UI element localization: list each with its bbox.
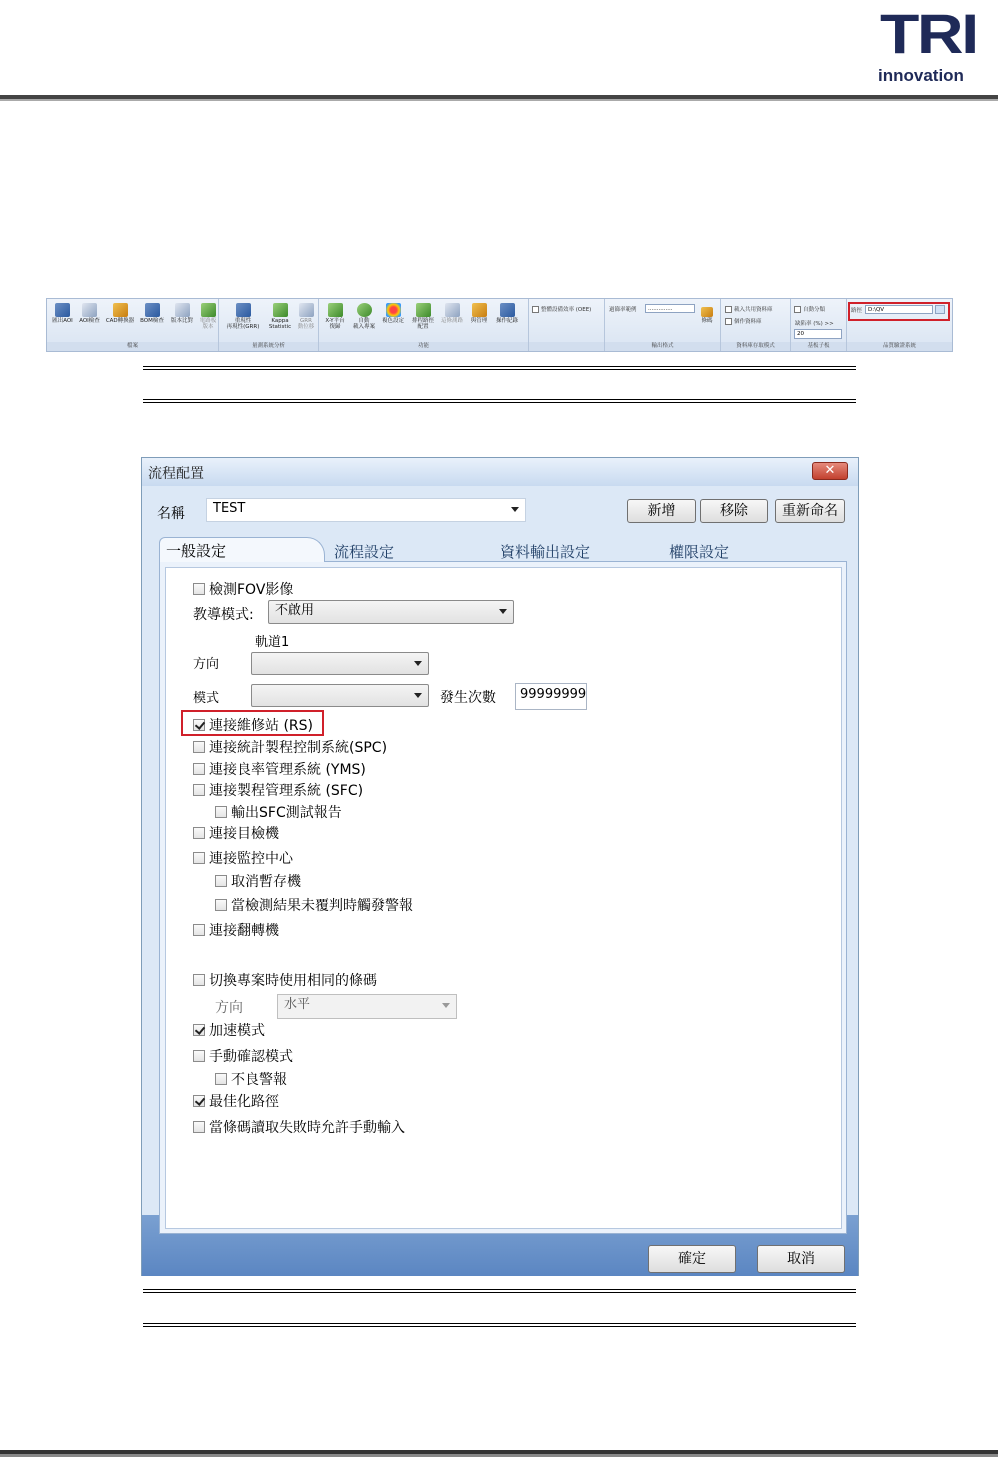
ribbon-group-db: [721, 299, 791, 351]
caption-rule: [143, 366, 856, 367]
bom-icon: [145, 303, 160, 317]
refresh-icon: [357, 303, 372, 317]
tab-permission[interactable]: 權限設定: [669, 543, 730, 561]
local-db-radio[interactable]: 個作資料庫: [725, 317, 762, 325]
operation-log-button[interactable]: 操作紀錄: [493, 303, 521, 324]
ribbon-group-output: [605, 299, 721, 351]
grr-shift-button[interactable]: GRR 動位移: [295, 303, 317, 330]
line-test-button[interactable]: 這條測路: [439, 303, 465, 324]
tri-logo: [876, 4, 994, 88]
manual-confirm-checkbox[interactable]: 手動確認模式: [193, 1046, 293, 1066]
auto-classify-checkbox[interactable]: 自動分類: [794, 305, 825, 313]
ribbon-group-oee: [529, 299, 605, 351]
direction-select[interactable]: [251, 652, 429, 675]
flipper-checkbox[interactable]: 連接翻轉機: [193, 920, 279, 940]
path-icon: [416, 303, 431, 317]
line-icon: [445, 303, 460, 317]
teach-mode-label: 教導模式:: [193, 607, 254, 623]
same-barcode-checkbox[interactable]: 切換專案時使用相同的條碼: [193, 970, 377, 990]
occurrence-label: 發生次數: [440, 690, 496, 706]
dialog-titlebar: [142, 458, 858, 486]
shared-db-radio[interactable]: 載入共用資料庫: [725, 305, 773, 313]
defect-rate-input[interactable]: 20: [794, 329, 842, 339]
optimize-path-checkbox[interactable]: 最佳化路徑: [193, 1091, 279, 1111]
check-icon: [82, 303, 97, 317]
version-compare-button[interactable]: 版本比對: [168, 303, 196, 324]
name-label: 名稱: [157, 506, 185, 522]
board-version-button[interactable]: 電路板 版本: [198, 303, 218, 330]
profile-name-combo[interactable]: TEST: [206, 498, 526, 522]
path-config-button[interactable]: 排程路徑 配置: [408, 303, 438, 330]
lane-label: 軌道1: [255, 635, 290, 650]
ribbon-group-files: [47, 299, 219, 351]
ok-button[interactable]: 確定: [648, 1245, 736, 1273]
spc-checkbox[interactable]: 連接統計製程控制系統(SPC): [193, 737, 387, 757]
fov-image-checkbox[interactable]: 檢測FOV影像: [193, 579, 293, 599]
rename-button[interactable]: 重新命名: [775, 499, 845, 523]
qv-path-label: 路徑: [851, 308, 863, 314]
chevron-down-icon: [414, 661, 422, 666]
chevron-down-icon: [442, 1003, 450, 1008]
ribbon-highlight-box: [848, 302, 950, 321]
caption-rule: [143, 402, 856, 403]
toolbar-ribbon: [46, 298, 953, 352]
caption-rule: [143, 1289, 856, 1290]
dialog-title: 流程配置: [148, 466, 204, 482]
ribbon-group-label: 資料庫存取模式: [721, 342, 790, 351]
header-rule-shadow: [0, 99, 998, 101]
auto-load-button[interactable]: 自動 載入專案: [350, 303, 378, 330]
xy-icon: [328, 303, 343, 317]
yield-sample-label: 過篩率範例: [609, 307, 637, 313]
teach-mode-select[interactable]: 不啟用: [268, 600, 514, 624]
ribbon-group-label: 基板子板: [791, 342, 846, 351]
cancel-buffer-checkbox[interactable]: 取消暫存機: [215, 871, 301, 891]
caption-rule: [143, 399, 856, 400]
color-setting-button[interactable]: 複色設定: [379, 303, 407, 324]
export-aoi-button[interactable]: 匯出AOI: [50, 303, 75, 324]
defect-alarm-checkbox[interactable]: 不良警報: [215, 1069, 287, 1089]
grr-icon: [299, 303, 314, 317]
grr-button[interactable]: 重現性 再現性(GRR): [221, 303, 265, 330]
color-wheel-icon: [386, 303, 401, 317]
qv-path-input[interactable]: D:\QV: [865, 305, 933, 314]
tab-data-output[interactable]: 資料輸出設定: [500, 543, 591, 561]
barcode-edit-button[interactable]: 條碼: [697, 307, 717, 324]
remove-button[interactable]: 移除: [700, 499, 768, 523]
tab-flow[interactable]: 流程設定: [334, 543, 395, 561]
mode-select[interactable]: [251, 684, 429, 707]
ribbon-group-msa: [219, 299, 319, 351]
sfc-checkbox[interactable]: 連接製程管理系統 (SFC): [193, 780, 363, 800]
aoi-check-button[interactable]: AOI檢查: [77, 303, 102, 324]
close-button[interactable]: ✕: [812, 462, 848, 480]
footer-rule-shadow: [0, 1454, 998, 1457]
caption-rule: [143, 369, 856, 370]
converter-icon: [113, 303, 128, 317]
occurrence-input[interactable]: 99999999: [515, 683, 587, 710]
barcode-direction-label: 方向: [215, 1000, 243, 1016]
unreviewed-alarm-checkbox[interactable]: 當檢測結果未覆判時觸發警報: [215, 895, 413, 915]
manual-barcode-input-checkbox[interactable]: 當條碼讀取失敗時允許手動輸入: [193, 1117, 405, 1137]
ribbon-group-label: 檔案: [47, 342, 218, 351]
cad-converter-button[interactable]: CAD轉換器: [104, 303, 136, 324]
kappa-button[interactable]: Kappa Statistic: [266, 303, 294, 330]
ribbon-group-functions: [319, 299, 529, 351]
visual-inspection-checkbox[interactable]: 連接目檢機: [193, 823, 279, 843]
stat-icon: [273, 303, 288, 317]
chart-icon: [236, 303, 251, 317]
yield-sample-select[interactable]: ..............: [645, 304, 695, 313]
ribbon-group-label: 輸出格式: [605, 342, 720, 351]
direction-label: 方向: [193, 657, 220, 672]
filter-icon: [472, 303, 487, 317]
logo-brand: TRI: [880, 2, 977, 65]
chevron-down-icon: [499, 609, 507, 614]
chevron-down-icon: [414, 693, 422, 698]
ribbon-group-label: 品質驗證系統: [847, 342, 952, 351]
caption-rule: [143, 1326, 856, 1327]
barcode-direction-select[interactable]: 水平: [277, 994, 457, 1019]
ribbon-group-label: 量測系統分析: [219, 342, 318, 351]
ribbon-group-label: 功能: [319, 342, 528, 351]
caption-rule: [143, 1292, 856, 1293]
yms-checkbox[interactable]: 連接良率管理系統 (YMS): [193, 759, 366, 779]
xy-reset-button[interactable]: X-Y平台 復歸: [321, 303, 349, 330]
edit-icon: [701, 307, 713, 317]
compare-icon: [175, 303, 190, 317]
defect-rate-label: 缺陷率 (%) >>: [795, 321, 834, 327]
sfc-report-checkbox[interactable]: 輸出SFC測試報告: [215, 802, 342, 822]
tab-general[interactable]: 一般設定: [159, 537, 325, 562]
oee-checkbox[interactable]: 整體設備效率 (OEE): [532, 305, 591, 313]
ribbon-group-subboard: [791, 299, 847, 351]
logo-tagline: innovation: [878, 66, 964, 85]
monitor-center-checkbox[interactable]: 連接監控中心: [193, 848, 293, 868]
manage-button[interactable]: 與管理: [466, 303, 492, 324]
cancel-button[interactable]: 取消: [757, 1245, 845, 1273]
accelerate-mode-checkbox[interactable]: 加速模式: [193, 1020, 265, 1040]
search-log-icon: [500, 303, 515, 317]
bom-check-button[interactable]: BOM檢查: [138, 303, 166, 324]
add-button[interactable]: 新增: [627, 499, 696, 523]
caption-rule: [143, 1323, 856, 1324]
mode-label: 模式: [193, 691, 220, 706]
export-icon: [55, 303, 70, 317]
chevron-down-icon[interactable]: [511, 507, 519, 512]
repair-station-checkbox[interactable]: 連接維修站 (RS): [193, 715, 313, 735]
grid-icon: [201, 303, 216, 317]
